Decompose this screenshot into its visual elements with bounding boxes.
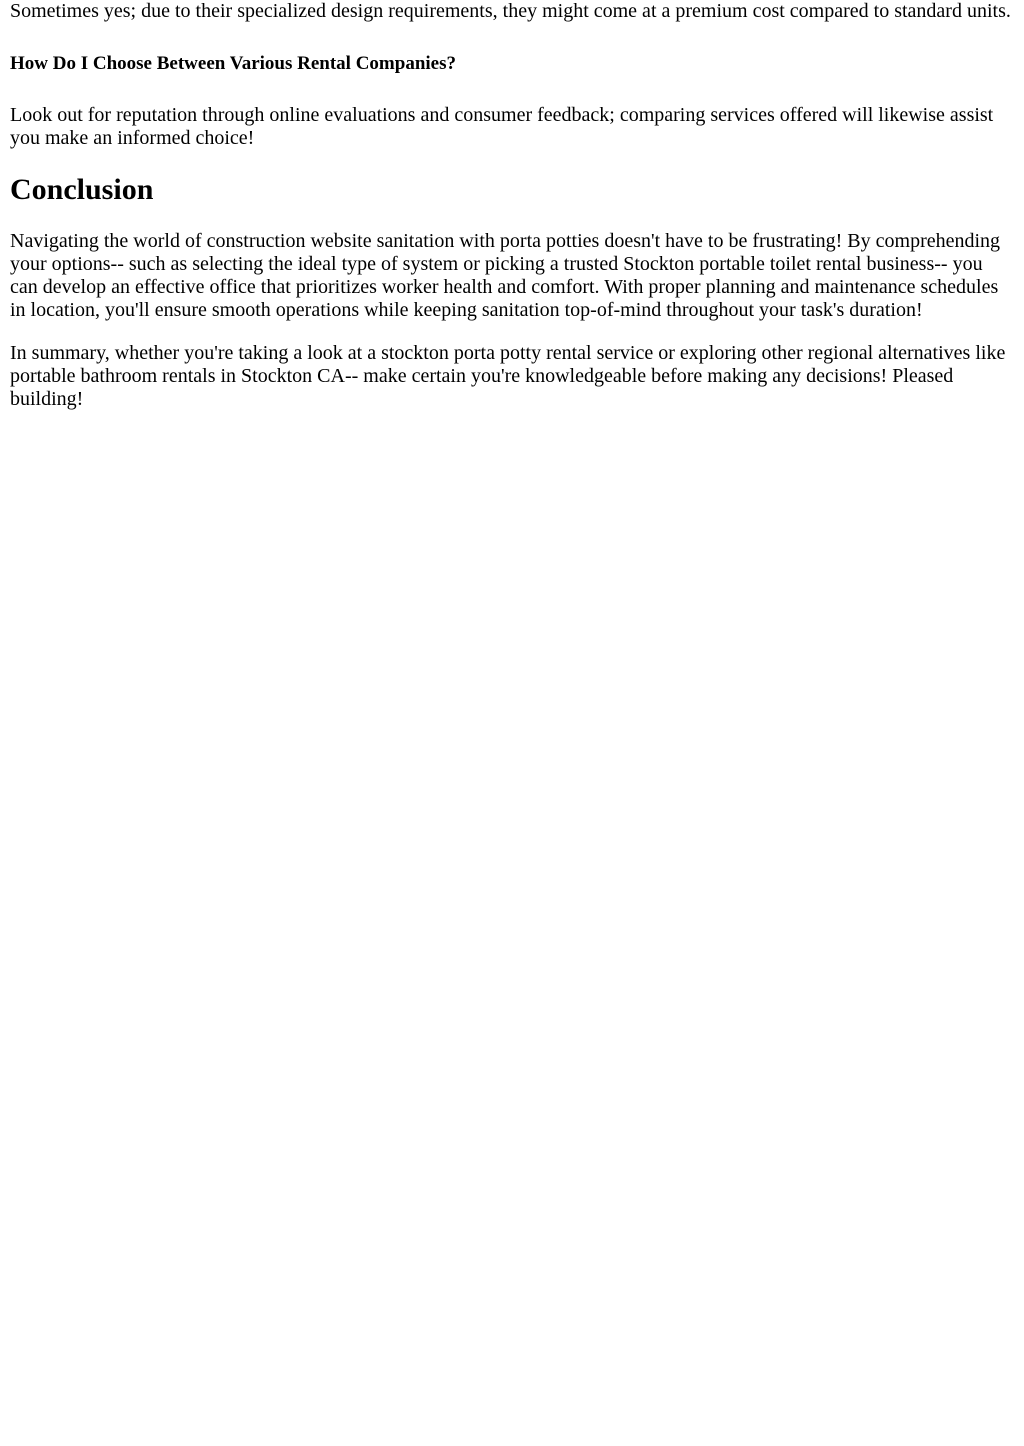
- article-body: [0, 0, 1024, 411]
- conclusion-paragraph: Navigating the world of construction website sanitation with porta potties doesn't have to be frustrating! By comprehending your options-- such as selecting the ideal type of system or picking a trusted Stockton portable toilet rental business-- you can develop an effective office that prioritizes worker health and comfort. With proper planning and maintenance schedules in location, you'll ensure smooth operations while keeping sanitation top-of-mind throughout your task's duration!: [10, 230, 1001, 321]
- summary-paragraph: In summary, whether you're taking a look at a stockton porta potty rental service or exploring other regional alternatives like portable bathroom rentals in Stockton CA-- make certain you're knowledgeable before making any decisions! Pleased building!: [10, 342, 1006, 410]
- intro-paragraph: Sometimes yes; due to their specialized design requirements, they might come at a premium cost compared to standard units.: [10, 0, 1011, 22]
- faq-heading: How Do I Choose Between Various Rental Companies?: [10, 53, 456, 74]
- conclusion-heading: Conclusion: [10, 173, 154, 206]
- faq-answer-paragraph: Look out for reputation through online evaluations and consumer feedback; comparing services offered will likewise assist you make an informed choice!: [10, 104, 994, 149]
